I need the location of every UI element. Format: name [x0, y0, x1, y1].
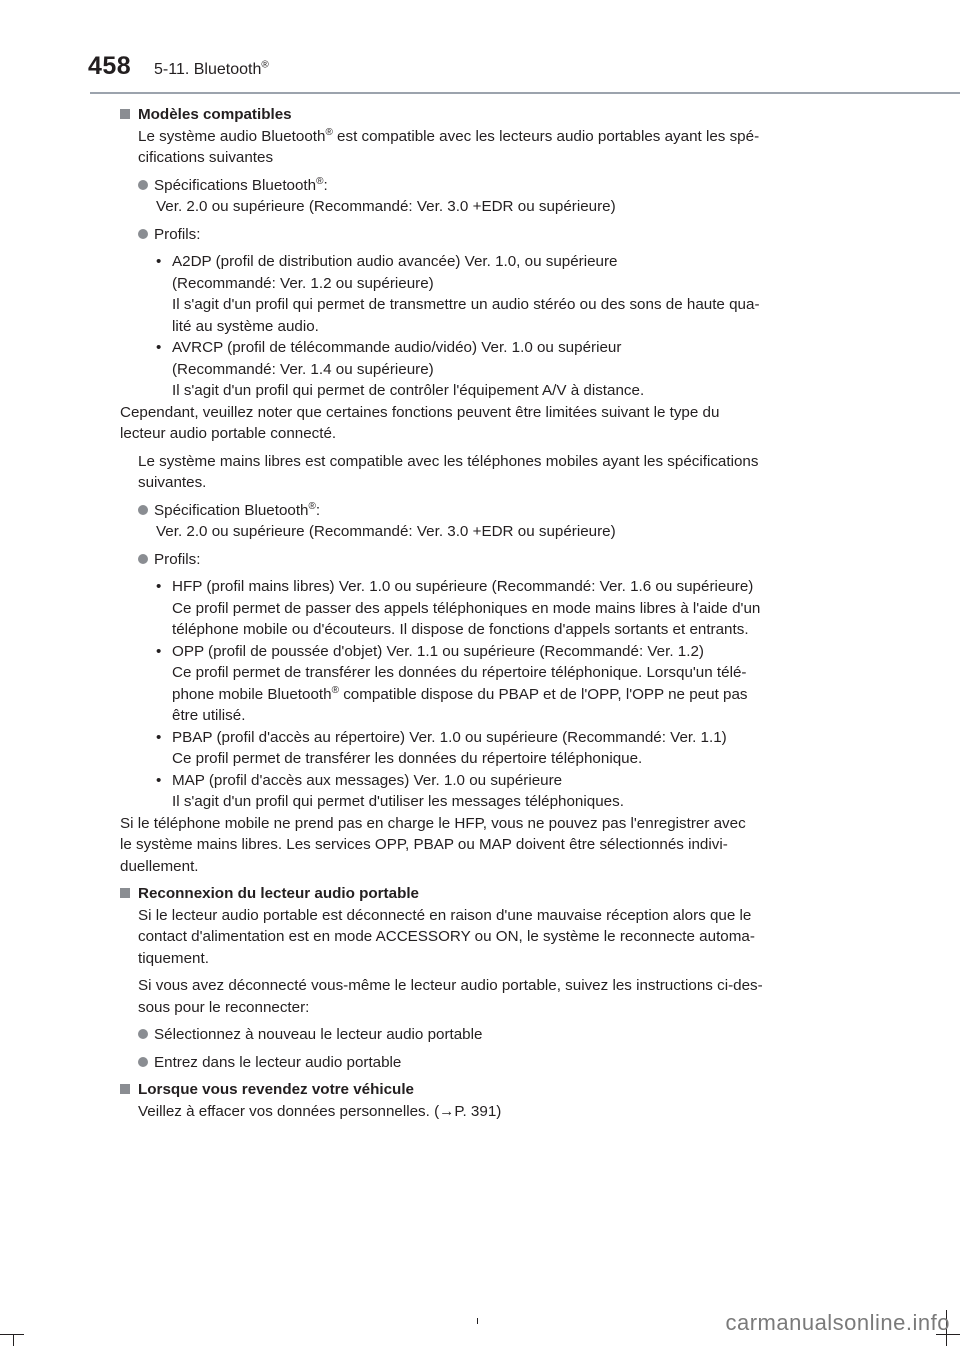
page-header [0, 0, 960, 92]
page-reference-link[interactable]: P. 391) [454, 1102, 502, 1120]
heading-reconnection: Reconnexion du lecteur audio portable [120, 883, 832, 905]
arrow-right-icon: → [439, 1102, 455, 1120]
page-content [120, 104, 832, 1122]
circle-bullet-icon [138, 1057, 148, 1067]
step-item: Sélectionnez à nouveau le lecteur audio portable [120, 1024, 832, 1046]
square-bullet-icon [120, 1084, 130, 1094]
crop-mark [0, 1334, 24, 1335]
spec-item: Spécification Bluetooth®: Ver. 2.0 ou supérieure (Recommandé: Ver. 3.0 +EDR ou supérieure) [120, 500, 832, 543]
circle-bullet-icon [138, 554, 148, 564]
paragraph: Si le lecteur audio portable est déconnecté en raison d'une mauvaise réception alors que le contact d'alimentation est en mode ACCESSORY ou ON, le système le reconnecte automa- tiquement. [138, 906, 755, 967]
watermark: carmanualsonline.info [725, 1310, 950, 1335]
circle-bullet-icon [138, 229, 148, 239]
profiles-item: Profils: [120, 224, 832, 246]
square-bullet-icon [120, 109, 130, 119]
crop-mark [13, 1334, 14, 1346]
profile-list: • HFP (profil mains libres) Ver. 1.0 ou supérieure (Recommandé: Ver. 1.6 ou supérieure) Ce profil permet de passer des appels téléphoniques en mode mains libres à l'aide d'un téléphone mobile ou d'écouteurs. Il dispose de fonctions d'appels sortants et entrants. • OPP (profil de poussée d'objet) Ver. 1.1 ou supérieure (Recommandé: Ver. 1.2) Ce profil permet de transférer les données du répertoire téléphonique. Lorsqu'un télé- phone mobile Bluetooth® compatible dispose du PBAP et de l'OPP, l'OPP ne peut pas être utilisé. • PBAP (profil d'accès au répertoire) Ver. 1.0 ou supérieure (Recommandé: Ver. 1.1) Ce profil permet de transférer les données du répertoire téléphonique. • MAP (profil d'accès aux messages) Ver. 1.0 ou supérieure Il s'agit d'un profil qui permet d'utiliser les messages téléphoniques. [156, 578, 761, 810]
profiles-item: Profils: [120, 549, 832, 571]
header-rule [90, 92, 960, 94]
step-item: Entrez dans le lecteur audio portable [120, 1052, 832, 1074]
paragraph: Si vous avez déconnecté vous-même le lecteur audio portable, suivez les instructions ci-des- sous pour le reconnecter: [138, 977, 763, 1016]
circle-bullet-icon [138, 180, 148, 190]
paragraph: Si le téléphone mobile ne prend pas en charge le HFP, vous ne pouvez pas l'enregistrer avec le système mains libres. Les services OPP, PBAP ou MAP doivent être sélectionnés indivi- duellement. [120, 814, 746, 875]
spec-item: Spécifications Bluetooth®: Ver. 2.0 ou supérieure (Recommandé: Ver. 3.0 +EDR ou supérieure) [120, 175, 832, 218]
circle-bullet-icon [138, 1029, 148, 1039]
profile-list: • A2DP (profil de distribution audio avancée) Ver. 1.0, ou supérieure (Recommandé: Ver. 1.2 ou supérieure) Il s'agit d'un profil qui permet de transmettre un audio stéréo ou des sons de haute qua- lité au système audio. • AVRCP (profil de télécommande audio/vidéo) Ver. 1.0 ou supérieur (Recommandé: Ver. 1.4 ou supérieure) Il s'agit d'un profil qui permet de contrôler l'équipement A/V à distance. [156, 253, 760, 399]
paragraph: Cependant, veuillez noter que certaines fonctions peuvent être limitées suivant le type du lecteur audio portable connecté. [120, 403, 720, 442]
heading-compatible-models: Modèles compatibles [120, 104, 832, 126]
paragraph: Veillez à effacer vos données personnelles. (→P. 391) [138, 1102, 502, 1120]
page-number: 458 [88, 52, 132, 80]
crop-mark [477, 1318, 478, 1324]
paragraph: Le système mains libres est compatible avec les téléphones mobiles ayant les spécifications suivantes. [138, 452, 759, 491]
heading-resale: Lorsque vous revendez votre véhicule [120, 1079, 832, 1101]
square-bullet-icon [120, 888, 130, 898]
paragraph: Le système audio Bluetooth® est compatible avec les lecteurs audio portables ayant les spé- cifications suivantes [138, 126, 760, 166]
circle-bullet-icon [138, 505, 148, 515]
section-title: 5-11. Bluetooth® [154, 59, 269, 78]
